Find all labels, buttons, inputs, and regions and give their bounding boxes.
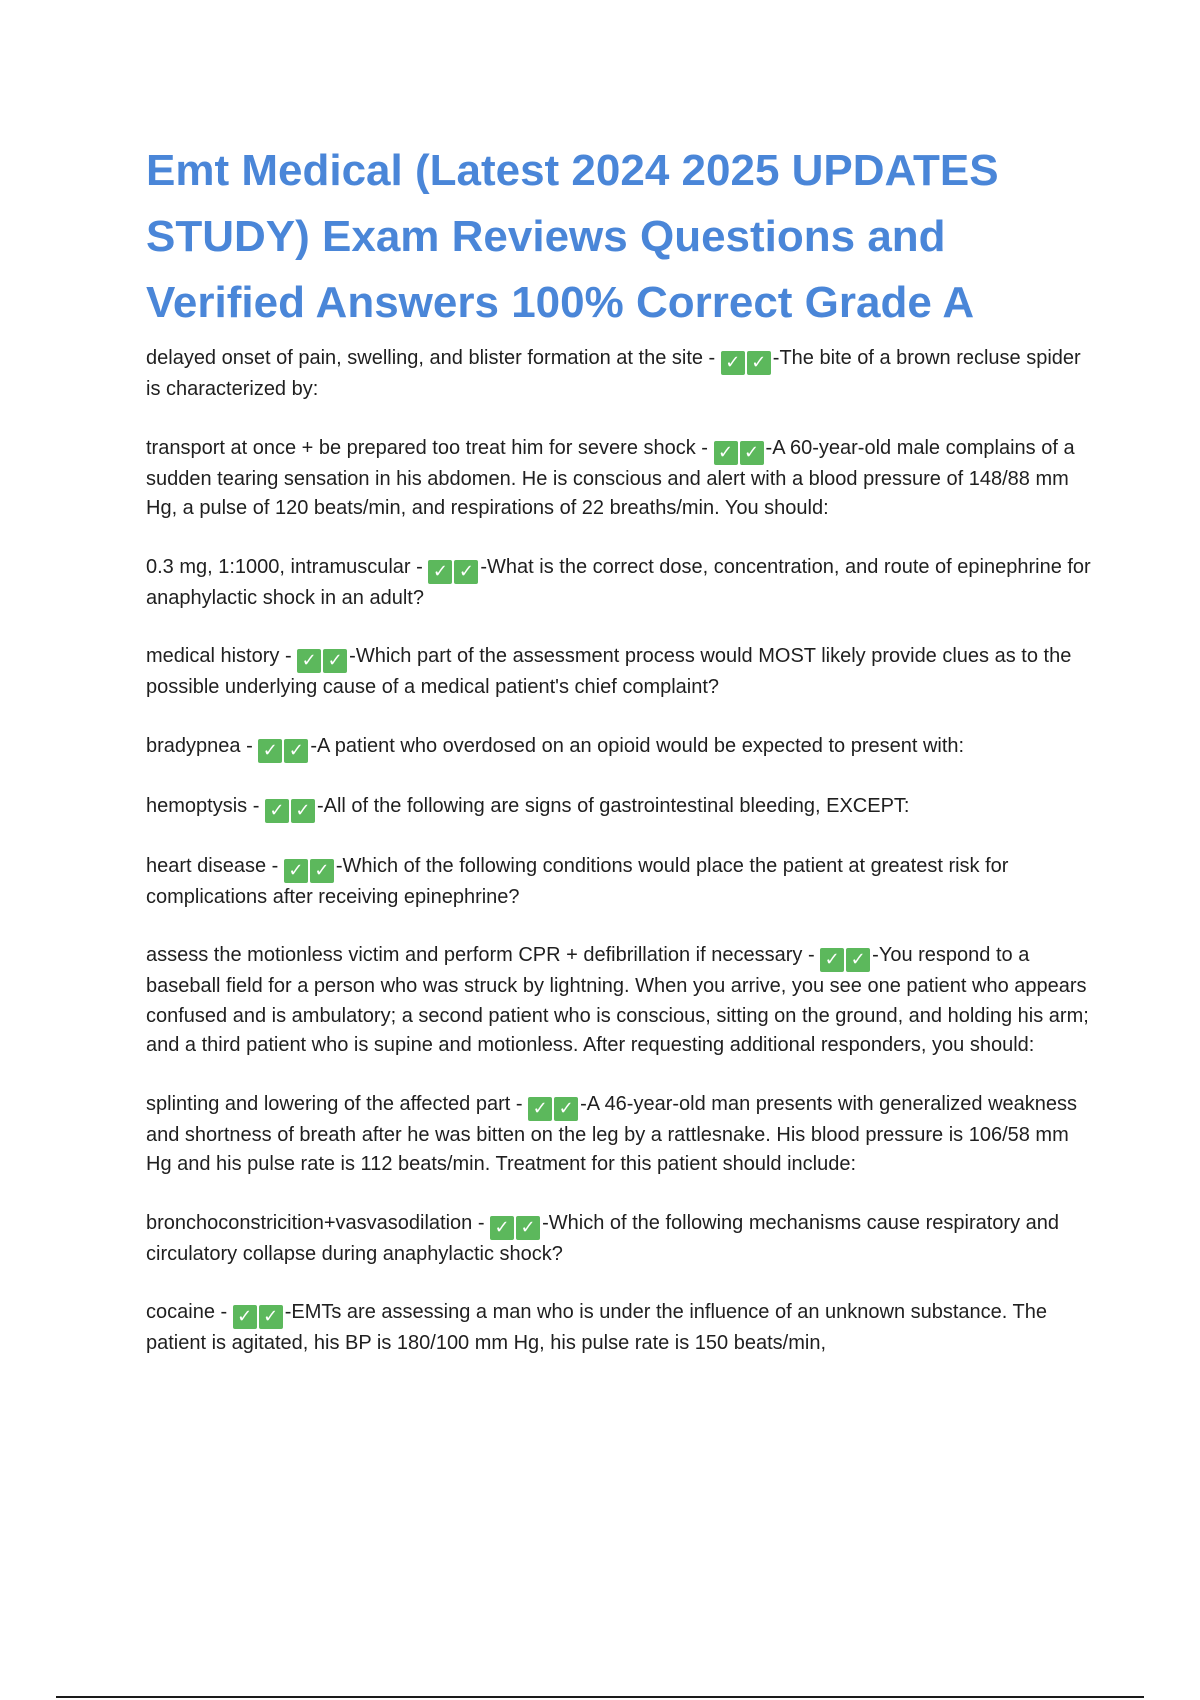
qa-question: -EMTs are assessing a man who is under the influence of an unknown substance. The patient is agitated, his BP is 180/100 mm Hg, his pulse rate is 150 beats/min, [146, 1301, 1048, 1354]
double-check-icon [820, 944, 872, 970]
qa-question: -What is the correct dose, concentration, and route of epinephrine for anaphylactic shock in an adult? [146, 555, 1091, 609]
qa-answer: bronchoconstricition+vasvasodilation [146, 1211, 473, 1234]
qa-separator: - [802, 944, 821, 966]
qa-answer: cocaine [146, 1301, 215, 1323]
qa-item [146, 642, 1096, 703]
qa-list [146, 344, 1096, 1388]
qa-separator: - [240, 734, 259, 757]
double-check-icon [490, 1212, 542, 1238]
qa-separator: - [410, 555, 429, 578]
qa-question: -Which part of the assessment process would MOST likely provide clues as to the possible underlying cause of a medical patient's chief complaint? [146, 645, 1072, 698]
qa-question: -A 60-year-old male complains of a sudden tearing sensation in his abdomen. He is conscious and alert with a blood pressure of 148/88 mm Hg, a pulse of 120 beats/min, and respirations of 22 breaths/min. You should: [146, 436, 1075, 519]
check-icon: ✓ [284, 859, 308, 883]
double-check-icon [258, 735, 310, 761]
check-icon: ✓ [820, 948, 844, 972]
check-icon: ✓ [323, 649, 347, 673]
check-icon: ✓ [490, 1216, 514, 1240]
qa-answer: splinting and lowering of the affected part [146, 1092, 511, 1115]
qa-answer: transport at once + be prepared too treat him for severe shock [146, 436, 696, 459]
qa-answer: delayed onset of pain, swelling, and blister formation at the site [146, 347, 703, 369]
qa-separator: - [247, 794, 265, 817]
qa-question: -Which of the following mechanisms cause respiratory and circulatory collapse during anaphylactic shock? [146, 1211, 1059, 1265]
qa-separator: - [472, 1211, 491, 1234]
check-icon: ✓ [284, 739, 308, 763]
qa-separator: - [214, 1301, 233, 1323]
qa-separator: - [266, 854, 284, 877]
qa-answer: medical history [146, 645, 280, 667]
double-check-icon [721, 347, 773, 373]
qa-separator: - [703, 347, 721, 369]
qa-question: -You respond to a baseball field for a person who was struck by lightning. When you arrive, you see one patient who appears confused and is ambulatory; a second patient who is conscious, sitting on the ground, and holding his arm; and a third patient who is supine and motionless. After requesting additional responders, you should: [146, 944, 1089, 1056]
double-check-icon [265, 795, 317, 821]
qa-item [146, 553, 1096, 614]
check-icon: ✓ [310, 859, 334, 883]
check-icon: ✓ [528, 1097, 552, 1121]
double-check-icon [428, 556, 480, 582]
qa-question: -A patient who overdosed on an opioid would be expected to present with: [310, 734, 965, 757]
qa-question: -The bite of a brown recluse spider is characterized by: [146, 347, 1081, 400]
check-icon: ✓ [516, 1216, 540, 1240]
check-icon: ✓ [297, 649, 321, 673]
check-icon: ✓ [428, 560, 452, 584]
qa-item [146, 1209, 1096, 1270]
check-icon: ✓ [721, 351, 745, 375]
double-check-icon [528, 1093, 580, 1119]
qa-separator: - [510, 1092, 529, 1115]
qa-item [146, 1090, 1096, 1180]
qa-answer: assess the motionless victim and perform CPR + defibrillation if necessary [146, 944, 803, 966]
document-title: Emt Medical (Latest 2024 2025 UPDATES STUDY) Exam Reviews Questions and Verified Answers 100% Correct Grade A [146, 146, 999, 327]
qa-item [146, 434, 1096, 524]
qa-question: -All of the following are signs of gastrointestinal bleeding, EXCEPT: [316, 794, 910, 817]
qa-answer: bradypnea [146, 734, 241, 757]
double-check-icon [714, 437, 766, 463]
qa-item [146, 344, 1096, 405]
check-icon: ✓ [259, 1305, 283, 1329]
qa-answer: heart disease [146, 854, 267, 877]
check-icon: ✓ [846, 948, 870, 972]
qa-question: -Which of the following conditions would place the patient at greatest risk for complications after receiving epinephrine? [146, 854, 1009, 908]
double-check-icon [233, 1301, 285, 1327]
qa-question: -A 46-year-old man presents with generalized weakness and shortness of breath after he was bitten on the leg by a rattlesnake. His blood pressure is 106/58 mm Hg and his pulse rate is 112 beats/min. Treatment for this patient should include: [146, 1092, 1078, 1175]
qa-answer: 0.3 mg, 1:1000, intramuscular [146, 555, 411, 578]
check-icon: ✓ [291, 799, 315, 823]
qa-item [146, 941, 1096, 1061]
check-icon: ✓ [233, 1305, 257, 1329]
double-check-icon [297, 645, 349, 671]
qa-item [146, 792, 1096, 823]
page-bottom-divider [56, 1696, 1144, 1698]
double-check-icon [284, 855, 336, 881]
check-icon: ✓ [258, 739, 282, 763]
qa-separator: - [695, 436, 714, 459]
qa-answer: hemoptysis [146, 794, 248, 817]
check-icon: ✓ [265, 799, 289, 823]
qa-item [146, 732, 1096, 763]
qa-separator: - [279, 645, 298, 667]
check-icon: ✓ [714, 441, 738, 465]
qa-item [146, 1298, 1096, 1359]
check-icon: ✓ [554, 1097, 578, 1121]
check-icon: ✓ [747, 351, 771, 375]
check-icon: ✓ [740, 441, 764, 465]
qa-item [146, 852, 1096, 913]
check-icon: ✓ [454, 560, 478, 584]
